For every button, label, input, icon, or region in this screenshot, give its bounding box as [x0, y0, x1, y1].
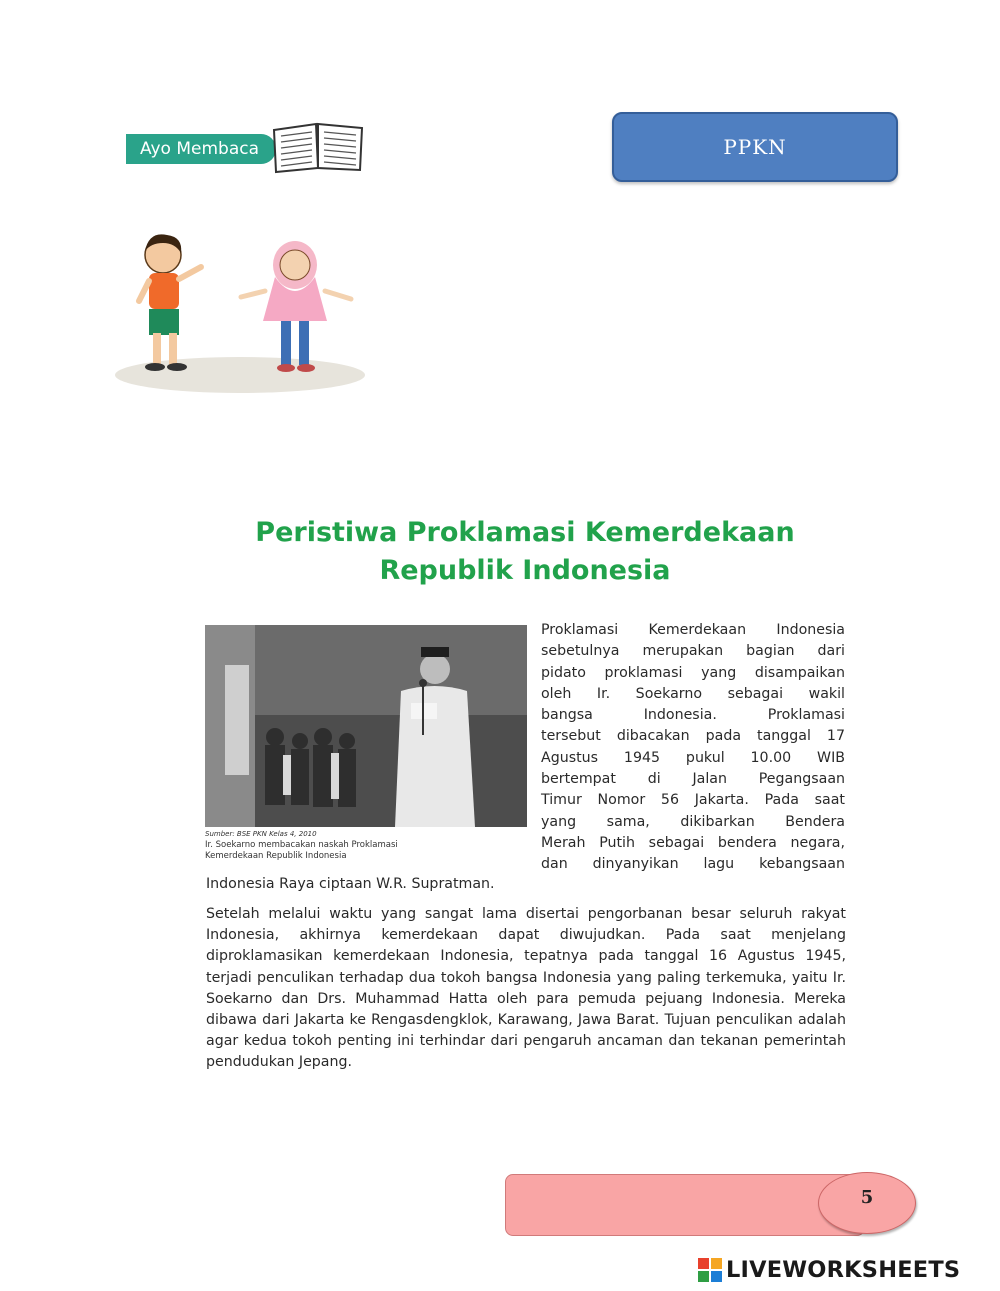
title-line-1: Peristiwa Proklamasi Kemerdekaan [255, 517, 795, 548]
liveworksheets-logo-icon [698, 1258, 722, 1282]
proclamation-photo [205, 625, 527, 827]
open-book-icon [268, 116, 368, 176]
caption-source: Sumber: BSE PKN Kelas 4, 2010 [205, 830, 317, 838]
badge-label: Ayo Membaca [140, 139, 259, 159]
column-line: pidato proklamasi yang disampaikan [541, 664, 845, 681]
photo-caption [205, 829, 535, 862]
column-line: bangsa Indonesia. Proklamasi [541, 707, 845, 724]
column-line: tersebut dibacakan pada tanggal 17 [541, 728, 845, 745]
column-line: Agustus 1945 pukul 10.00 WIB [541, 749, 845, 766]
column-line: dan dinyanyikan lagu kebangsaan [541, 856, 845, 873]
ayo-membaca-badge [126, 134, 276, 164]
column-line: sebetulnya merupakan bagian dari [541, 643, 845, 660]
subject-box [612, 112, 898, 182]
column-line: Merah Putih sebagai bendera negara, [541, 834, 845, 851]
subject-label: PPKN [723, 135, 787, 159]
paragraph-2: Setelah melalui waktu yang sangat lama disertai pengorbanan besar seluruh rakyat Indonesia, akhirnya kemerdekaan dapat diwujudkan. Pada saat menjelang diproklamasikan kemerdekaan Indonesia, tepatnya pada tanggal 16 Agustus 1945, terjadi penculikan terhadap dua tokoh bangsa Indonesia yang paling terkemuka, yaitu Ir. Soekarno dan Drs. Muhammad Hatta oleh para pemuda pejuang Indonesia. Mereka dibawa dari Jakarta ke Rengasdengklok, Karawang, Jawa Barat. Tujuan penculikan adalah agar kedua tokoh penting ini terhindar dari pengaruh ancaman dan tekanan pemerintah pendudukan Jepang. [206, 906, 846, 1071]
paragraph-1-final-line: Indonesia Raya ciptaan W.R. Supratman. [206, 876, 495, 892]
caption-line-2: Kemerdekaan Republik Indonesia [205, 851, 347, 861]
brand-text: LIVEWORKSHEETS [726, 1257, 961, 1283]
column-line: Timur Nomor 56 Jakarta. Pada saat [541, 792, 845, 809]
column-line: Proklamasi Kemerdekaan Indonesia [541, 622, 845, 638]
liveworksheets-brand [698, 1255, 960, 1285]
children-illustration [115, 225, 370, 395]
column-line: oleh Ir. Soekarno sebagai wakil [541, 685, 845, 702]
caption-line-1: Ir. Soekarno membacakan naskah Proklamasi [205, 840, 398, 850]
column-line: bertempat di Jalan Pegangsaan [541, 771, 845, 788]
page-number: 5 [860, 1187, 874, 1208]
page-number-badge [818, 1172, 916, 1234]
column-line: yang sama, dikibarkan Bendera [541, 813, 845, 830]
answer-box[interactable] [505, 1174, 865, 1236]
title-line-2: Republik Indonesia [379, 555, 671, 586]
article-title [200, 514, 850, 590]
paragraph-1-column [541, 620, 845, 876]
